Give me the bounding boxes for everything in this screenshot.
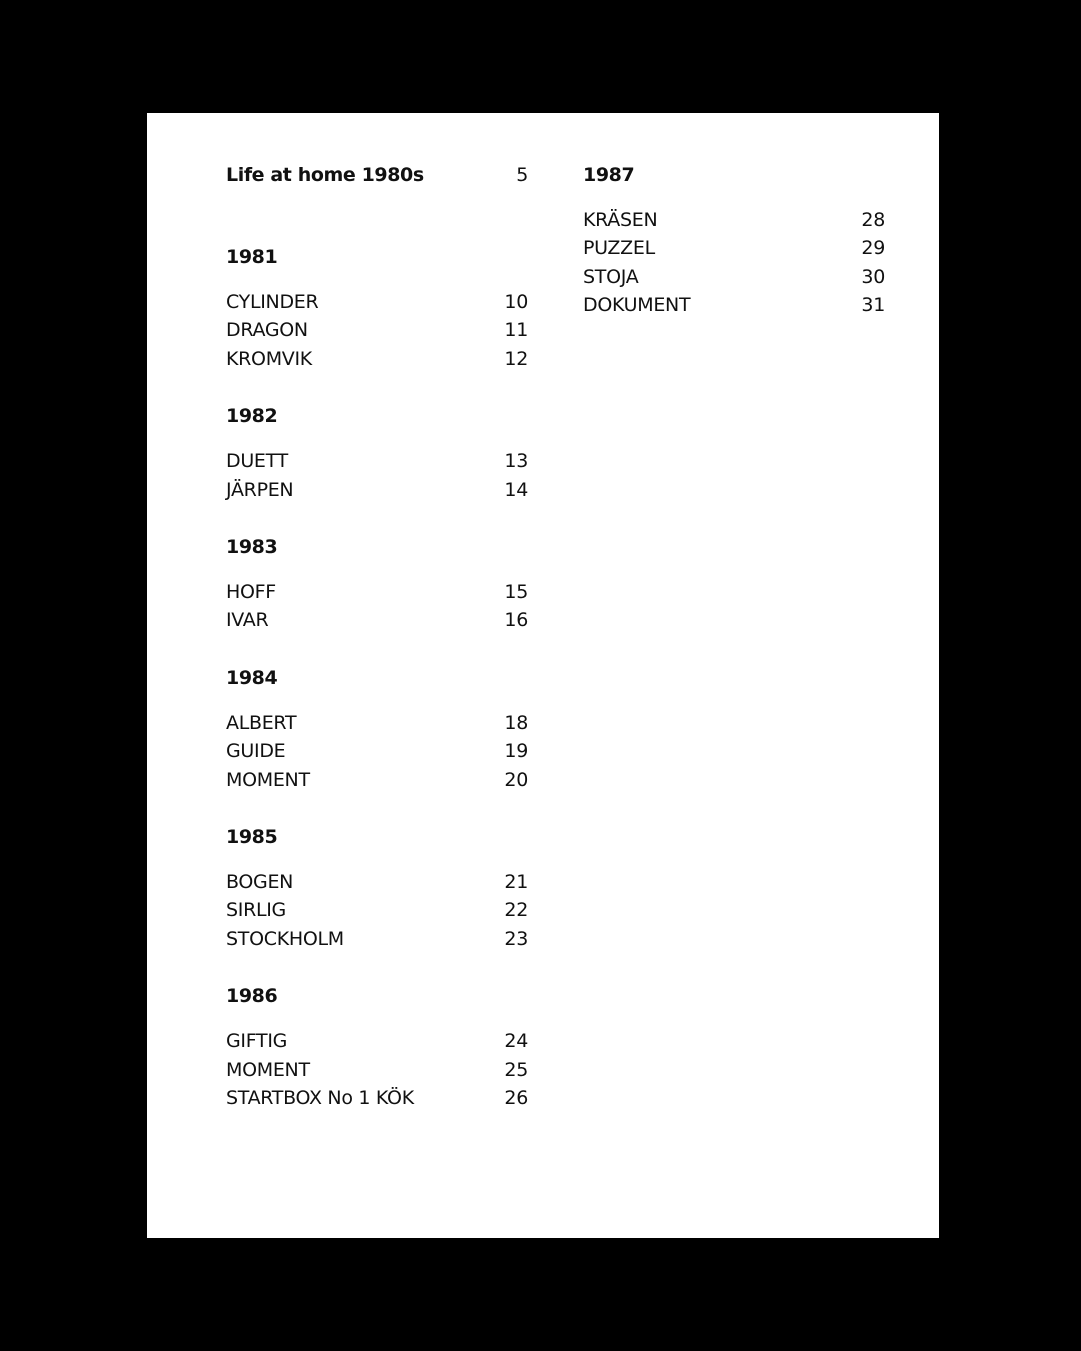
toc-column-right: [583, 161, 885, 349]
toc-entry[interactable]: [226, 316, 528, 344]
toc-entry[interactable]: [226, 737, 528, 765]
toc-entry-name: CYLINDER: [226, 291, 319, 313]
toc-entry[interactable]: [226, 1084, 528, 1112]
toc-entry-name: DUETT: [226, 450, 288, 473]
toc-entry-page: 14: [504, 478, 528, 501]
toc-entry-name: GIFTIG: [226, 1030, 288, 1053]
toc-entry-name: JÄRPEN: [226, 478, 294, 501]
section-year-heading: 1981: [226, 246, 278, 268]
toc-intro-entry[interactable]: [226, 161, 528, 189]
toc-entry[interactable]: [226, 766, 528, 794]
toc-entry-name: BOGEN: [226, 871, 294, 894]
toc-entry[interactable]: [226, 578, 528, 606]
toc-entry[interactable]: [226, 709, 528, 737]
toc-entry-name: HOFF: [226, 581, 276, 604]
toc-entry-page: 29: [861, 237, 885, 260]
toc-entry[interactable]: [226, 476, 528, 504]
toc-section-1987: [583, 161, 885, 320]
section-year-heading: 1982: [226, 405, 278, 428]
toc-column-left: [226, 161, 528, 1142]
toc-entry-page: 20: [504, 768, 528, 791]
toc-entry-page: 19: [504, 740, 528, 763]
toc-section-1982: [226, 402, 528, 504]
toc-entry[interactable]: [226, 1056, 528, 1084]
toc-entry-page: 18: [504, 711, 528, 734]
toc-entry-name: MOMENT: [226, 768, 310, 791]
toc-entry-name: STOCKHOLM: [226, 927, 344, 950]
section-year-heading: 1985: [226, 826, 278, 849]
section-year-heading: 1986: [226, 985, 278, 1008]
toc-entry-page: 31: [861, 294, 885, 317]
toc-entry[interactable]: [226, 288, 528, 316]
toc-entry-page: 12: [504, 347, 528, 370]
toc-page: [147, 113, 939, 1238]
toc-entry-page: 25: [504, 1058, 528, 1081]
toc-entry[interactable]: [583, 263, 885, 291]
toc-entry[interactable]: [226, 447, 528, 475]
toc-entry-page: 23: [504, 927, 528, 950]
toc-entry-page: 11: [504, 319, 528, 342]
toc-section-1985: [226, 823, 528, 953]
toc-entry-page: 26: [504, 1087, 528, 1110]
toc-sections-left: [226, 243, 528, 1113]
toc-intro-page: 5: [516, 164, 528, 186]
toc-entry[interactable]: [226, 345, 528, 373]
toc-entry-name: MOMENT: [226, 1058, 310, 1081]
toc-entry[interactable]: [583, 206, 885, 234]
toc-entry-name: STARTBOX No 1 KÖK: [226, 1087, 414, 1110]
toc-entry-name: ALBERT: [226, 711, 297, 734]
toc-section-1983: [226, 533, 528, 635]
toc-entry-name: DRAGON: [226, 319, 308, 342]
toc-sections-right: [583, 161, 885, 320]
toc-entry-page: 13: [504, 450, 528, 473]
toc-entry-page: 21: [504, 871, 528, 894]
toc-entry-page: 30: [861, 265, 885, 288]
toc-entry[interactable]: [226, 896, 528, 924]
toc-entry-name: IVAR: [226, 609, 269, 632]
toc-entry[interactable]: [226, 1027, 528, 1055]
section-year-heading: 1983: [226, 536, 278, 559]
toc-entry-name: KRÄSEN: [583, 209, 658, 231]
toc-entry-page: 10: [504, 291, 528, 313]
toc-section-1984: [226, 664, 528, 794]
toc-entry-name: GUIDE: [226, 740, 286, 763]
toc-entry-name: KROMVIK: [226, 347, 312, 370]
toc-section-1986: [226, 982, 528, 1112]
toc-entry-name: DOKUMENT: [583, 294, 691, 317]
toc-section-1981: [226, 243, 528, 373]
toc-entry[interactable]: [226, 606, 528, 634]
toc-entry-name: SIRLIG: [226, 899, 286, 922]
toc-entry-page: 28: [861, 209, 885, 231]
toc-entry-page: 16: [504, 609, 528, 632]
toc-entry[interactable]: [226, 868, 528, 896]
toc-entry-page: 22: [504, 899, 528, 922]
toc-entry-name: PUZZEL: [583, 237, 655, 260]
toc-entry[interactable]: [583, 291, 885, 319]
toc-entry-name: STOJA: [583, 265, 639, 288]
toc-entry-page: 15: [504, 581, 528, 604]
section-year-heading: 1984: [226, 666, 278, 689]
toc-entry[interactable]: [226, 925, 528, 953]
toc-intro-title: Life at home 1980s: [226, 164, 424, 186]
toc-entry-page: 24: [504, 1030, 528, 1053]
section-year-heading: 1987: [583, 164, 635, 186]
toc-entry[interactable]: [583, 234, 885, 262]
